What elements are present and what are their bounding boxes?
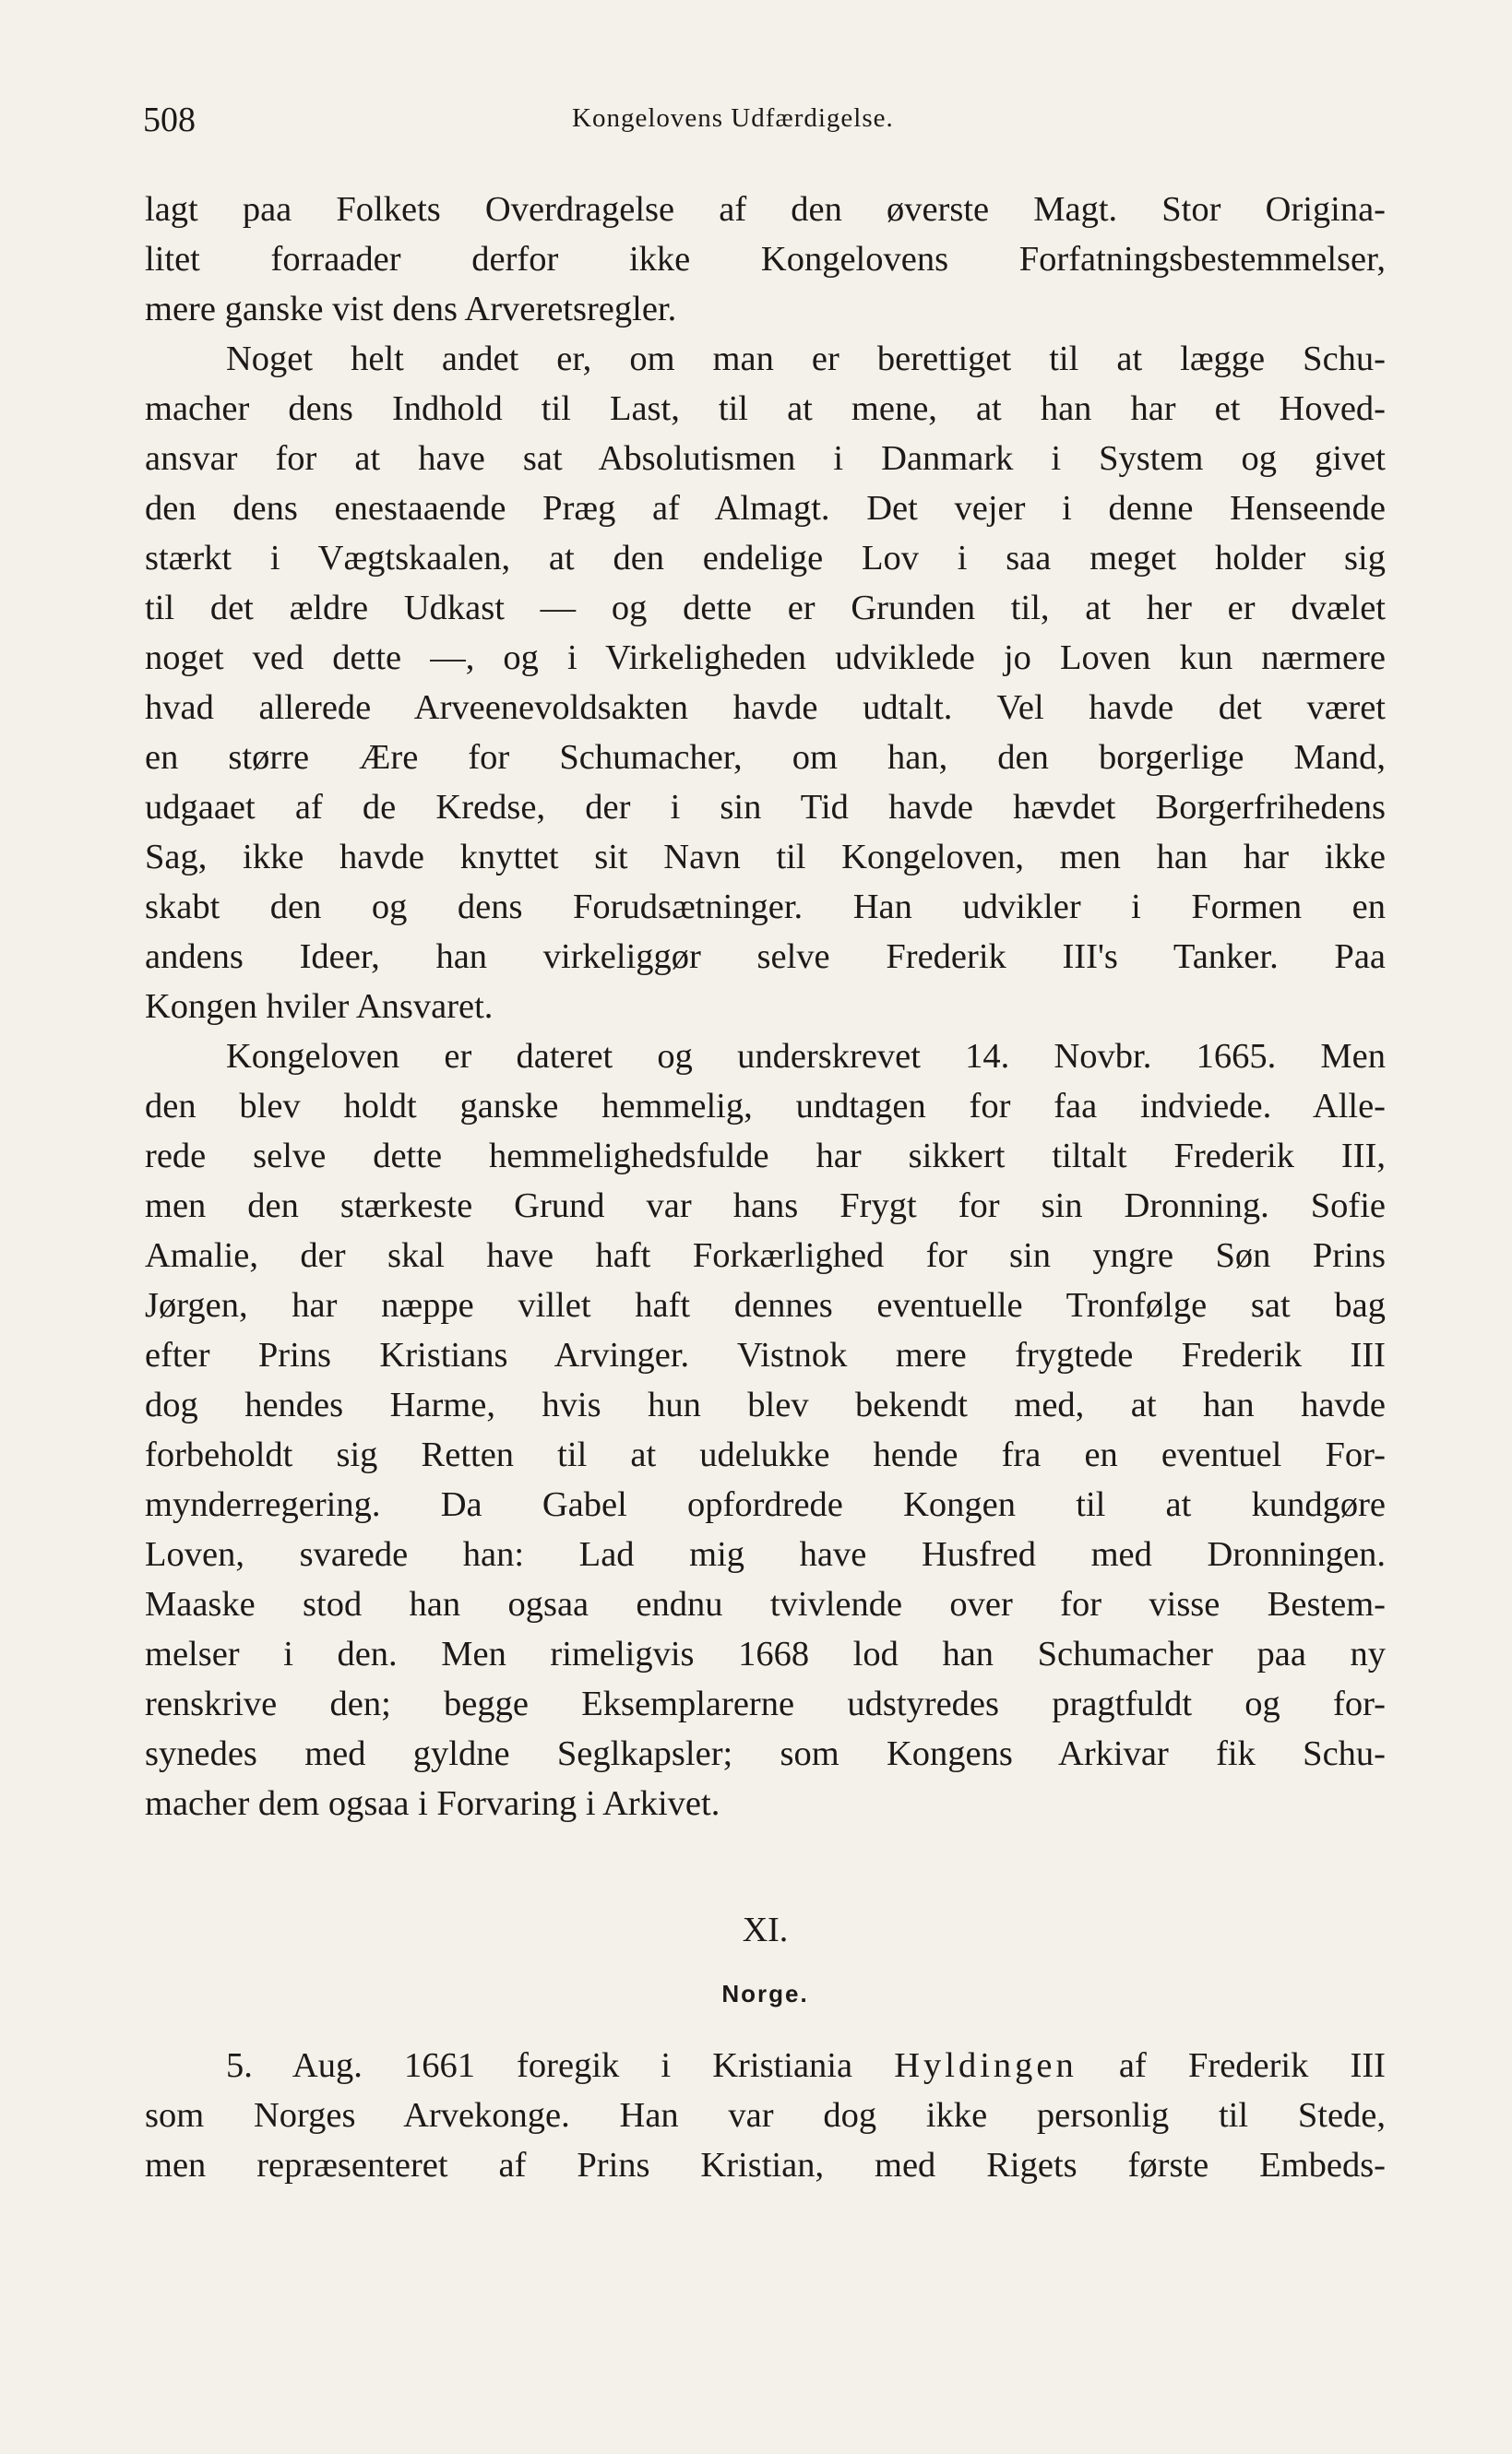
text-line: Sag, ikke havde knyttet sit Navn til Kongeloven, men han har ikke	[145, 838, 1386, 876]
text-line	[145, 2041, 1386, 2091]
running-title: Kongelovens Udfærdigelse.	[572, 103, 894, 133]
text-line: ansvar for at have sat Absolutismen i Danmark i System og givet	[145, 439, 1386, 478]
text-segment: 5. Aug. 1661 foregik i Kristiania	[226, 2046, 895, 2085]
main-text	[145, 185, 1386, 1829]
text-line: en større Ære for Schumacher, om han, den borgerlige Mand,	[145, 738, 1386, 777]
text-line: Amalie, der skal have haft Forkærlighed for sin yngre Søn Prins	[145, 1236, 1386, 1275]
text-line: noget ved dette —, og i Virkeligheden udviklede jo Loven kun nærmere	[145, 638, 1386, 677]
paragraph-2	[145, 334, 1386, 1031]
text-line: Kongeloven er dateret og underskrevet 14. Novbr. 1665. Men	[226, 1037, 1386, 1076]
text-line: men den stærkeste Grund var hans Frygt for sin Dronning. Sofie	[145, 1186, 1386, 1225]
section-title: Norge.	[721, 1980, 809, 2007]
text-line: synedes med gyldne Seglkapsler; som Kongens Arkivar fik Schu-	[145, 1734, 1386, 1773]
section-number: XI.	[742, 1911, 789, 1949]
paragraph-1	[145, 185, 1386, 334]
spaced-emphasis: Hyldingen	[894, 2046, 1077, 2085]
text-line: lagt paa Folkets Overdragelse af den øverste Magt. Stor Origina-	[145, 190, 1386, 229]
text-line: mynderregering. Da Gabel opfordrede Kongen til at kundgøre	[145, 1485, 1386, 1524]
text-segment: af Frederik III	[1077, 2046, 1386, 2085]
text-line: Jørgen, har næppe villet haft dennes eventuelle Tronfølge sat bag	[145, 1286, 1386, 1325]
text-line: men repræsenteret af Prins Kristian, med Rigets første Embeds-	[145, 2146, 1386, 2185]
text-line: Kongen hviler Ansvaret.	[145, 987, 494, 1026]
text-line: til det ældre Udkast — og dette er Grunden til, at her er dvælet	[145, 589, 1386, 627]
text-line: forbeholdt sig Retten til at udelukke hende fra en eventuel For-	[145, 1435, 1386, 1474]
text-line: Maaske stod han ogsaa endnu tvivlende over for visse Bestem-	[145, 1585, 1386, 1624]
text-line: dog hendes Harme, hvis hun blev bekendt med, at han havde	[145, 1386, 1386, 1424]
text-line: Noget helt andet er, om man er berettiget til at lægge Schu-	[226, 340, 1386, 378]
text-line: den dens enestaaende Præg af Almagt. Det vejer i denne Henseende	[145, 489, 1386, 528]
page-number: 508	[143, 101, 196, 139]
text-line: mere ganske vist dens Arveretsregler.	[145, 290, 677, 328]
text-line: stærkt i Vægtskaalen, at den endelige Lov i saa meget holder sig	[145, 539, 1386, 578]
text-line: hvad allerede Arveenevoldsakten havde udtalt. Vel havde det været	[145, 688, 1386, 727]
text-line: skabt den og dens Forudsætninger. Han udvikler i Formen en	[145, 887, 1386, 926]
page-header	[143, 100, 1388, 146]
text-line: melser i den. Men rimeligvis 1668 lod han Schumacher paa ny	[145, 1635, 1386, 1674]
text-line: efter Prins Kristians Arvinger. Vistnok mere frygtede Frederik III	[145, 1336, 1386, 1375]
section-text	[145, 2041, 1386, 2190]
text-line: renskrive den; begge Eksemplarerne udstyredes pragtfuldt og for-	[145, 1685, 1386, 1723]
text-line: Loven, svarede han: Lad mig have Husfred med Dronningen.	[145, 1535, 1386, 1574]
text-line: macher dem ogsaa i Forvaring i Arkivet.	[145, 1784, 720, 1823]
text-line: den blev holdt ganske hemmelig, undtagen for faa indviede. Alle-	[145, 1087, 1386, 1126]
paragraph-3	[145, 1031, 1386, 1829]
text-line: andens Ideer, han virkeliggør selve Frederik III's Tanker. Paa	[145, 937, 1386, 976]
text-line: som Norges Arvekonge. Han var dog ikke personlig til Stede,	[145, 2096, 1386, 2135]
text-line: litet forraader derfor ikke Kongelovens Forfatningsbestemmelser,	[145, 240, 1386, 279]
text-line: macher dens Indhold til Last, til at mene, at han har et Hoved-	[145, 389, 1386, 428]
text-line: rede selve dette hemmelighedsfulde har sikkert tiltalt Frederik III,	[145, 1137, 1386, 1175]
text-line: udgaaet af de Kredse, der i sin Tid havde hævdet Borgerfrihedens	[145, 788, 1386, 827]
